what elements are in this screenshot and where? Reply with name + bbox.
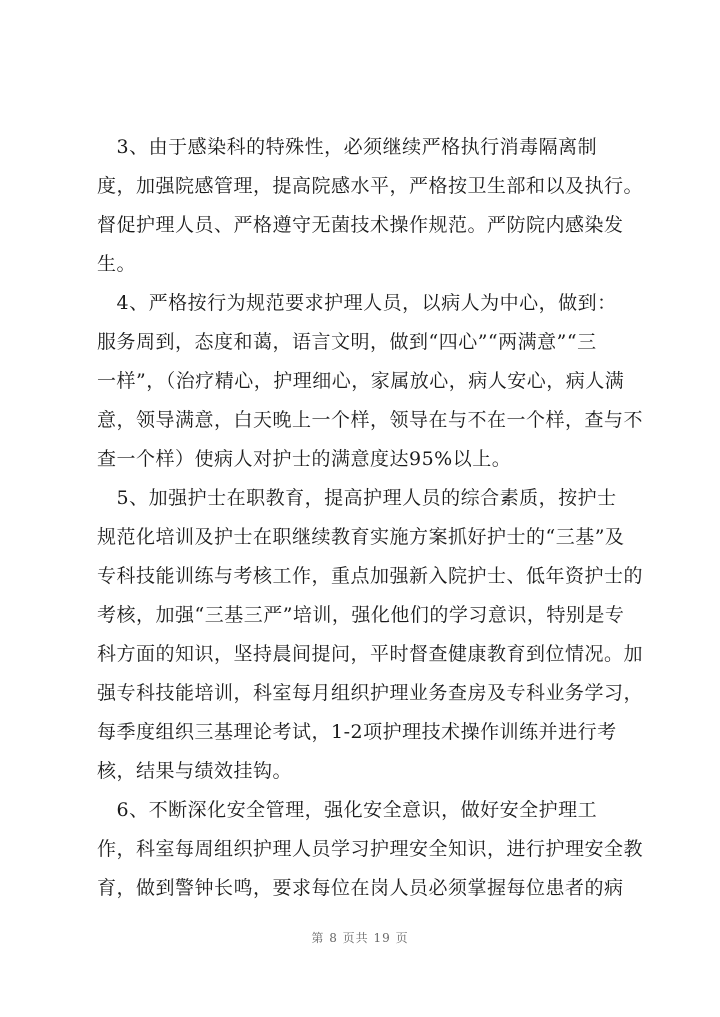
text-line-1: 3、由于感染科的特殊性，必须继续严格执行消毒隔离制: [97, 136, 598, 158]
text-line-3: 督促护理人员、严格遵守无菌技术操作规范。严防院内感染发: [97, 214, 624, 236]
text-line-5: 4、严格按行为规范要求护理人员，以病人为中心，做到：: [97, 292, 617, 314]
text-line-15: 强专科技能培训，科室每月组织护理业务查房及专科业务学习，: [97, 682, 644, 704]
text-line-11: 规范化培训及护士在职继续教育实施方案抓好护士的“三基”及: [97, 526, 625, 548]
text-line-7: 一样”，（治疗精心，护理细心，家属放心，病人安心，病人满: [97, 370, 625, 392]
text-line-12: 专科技能训练与考核工作，重点加强新入院护士、低年资护士的: [97, 565, 644, 587]
text-line-20: 育，做到警钟长鸣，要求每位在岗人员必须掌握每位患者的病: [97, 877, 624, 899]
text-line-16: 每季度组织三基理论考试，1-2项护理技术操作训练并进行考: [97, 721, 617, 743]
text-line-19: 作，科室每周组织护理人员学习护理安全知识，进行护理安全教: [97, 838, 644, 860]
text-line-17: 核，结果与绩效挂钩。: [97, 760, 293, 782]
text-line-6: 服务周到，态度和蔼，语言文明，做到“四心”“两满意”“三: [97, 331, 597, 353]
page-number-footer: 第 8 页共 19 页: [311, 931, 409, 945]
text-line-2: 度，加强院感管理，提高院感水平，严格按卫生部和以及执行。: [97, 175, 644, 197]
text-line-9: 查一个样）使病人对护士的满意度达95%以上。: [97, 448, 512, 470]
text-line-13: 考核，加强“三基三严”培训，强化他们的学习意识，特别是专: [97, 604, 625, 626]
text-line-4: 生。: [97, 253, 137, 275]
text-line-14: 科方面的知识，坚持晨间提问，平时督查健康教育到位情况。加: [97, 643, 644, 665]
text-line-18: 6、不断深化安全管理，强化安全意识，做好安全护理工: [97, 799, 598, 821]
text-line-10: 5、加强护士在职教育，提高护理人员的综合素质，按护士: [97, 487, 617, 509]
text-line-8: 意，领导满意，白天晚上一个样，领导在与不在一个样，查与不: [97, 409, 644, 431]
